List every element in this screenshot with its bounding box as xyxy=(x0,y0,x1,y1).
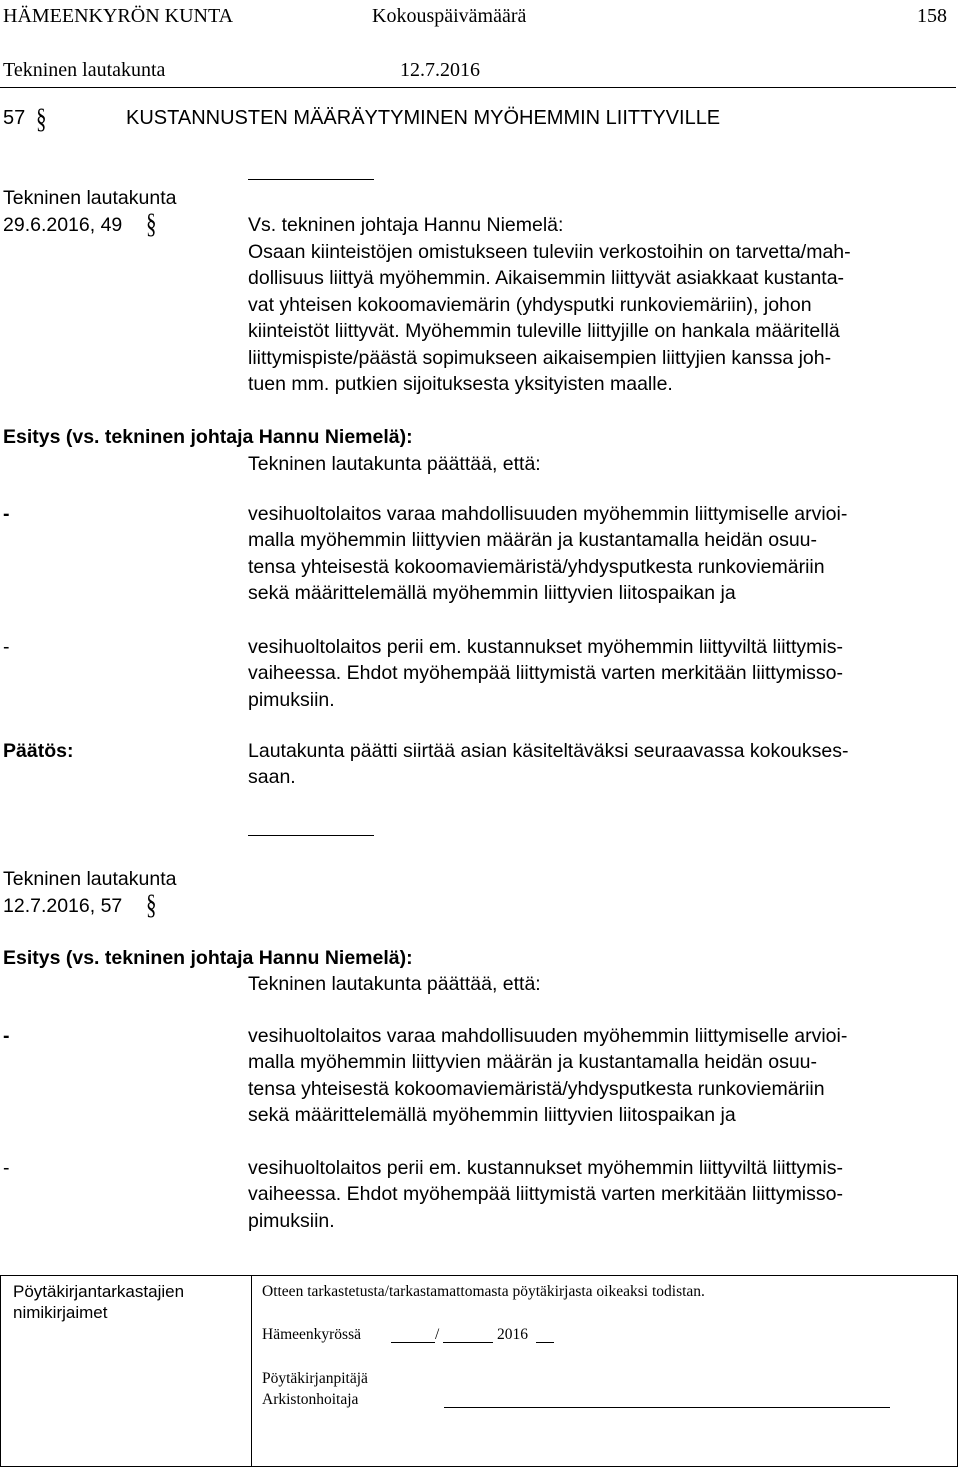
text-line: Osaan kiinteistöjen omistukseen tuleviin verkostoihin on tarvetta/mah- xyxy=(248,241,851,263)
proposal-intro: Tekninen lautakunta päättää, että: xyxy=(248,973,541,995)
text-line: malla myöhemmin liittyvien määrän ja kustantamalla heidän osuu- xyxy=(248,529,818,551)
section-sign-icon: § xyxy=(36,104,47,135)
certification-box xyxy=(0,1275,958,1467)
meeting-date-label: Kokouspäivämäärä xyxy=(372,5,527,27)
certification-text: Otteen tarkastetusta/tarkastamattomasta pöytäkirjasta oikeaksi todistan. xyxy=(262,1283,705,1300)
separator-line xyxy=(248,179,374,180)
date-slash: / xyxy=(435,1326,440,1343)
header-committee: Tekninen lautakunta xyxy=(3,59,166,81)
bullet-dash: - xyxy=(3,1157,10,1179)
year-label: 2016 xyxy=(497,1326,528,1343)
bullet-dash: - xyxy=(3,636,10,658)
text-line: liittymispiste/päästä sopimukseen aikaisempien liittyjien kanssa joh- xyxy=(248,347,832,369)
text-line: vesihuoltolaitos perii em. kustannukset myöhemmin liittyviltä liittymis- xyxy=(248,636,843,658)
text-line: Vs. tekninen johtaja Hannu Niemelä: xyxy=(248,214,564,236)
initials-label: nimikirjaimet xyxy=(13,1303,108,1322)
secretary-label: Pöytäkirjanpitäjä xyxy=(262,1370,368,1387)
separator-line xyxy=(248,835,374,836)
text-line: kiinteistöt liittyvät. Myöhemmin tuleville liittyjille on hankala määritellä xyxy=(248,320,840,342)
text-line: vat yhteisen kokoomaviemärin (yhdysputki runkoviemäriin), johon xyxy=(248,294,812,316)
year-blank xyxy=(536,1342,554,1343)
text-line: sekä määrittelemällä myöhemmin liittyvien liitospaikan ja xyxy=(248,582,736,604)
footer-divider xyxy=(251,1276,252,1466)
bullet-dash: - xyxy=(3,503,10,525)
header-date: 12.7.2016 xyxy=(400,59,480,81)
text-line: vesihuoltolaitos perii em. kustannukset myöhemmin liittyviltä liittymis- xyxy=(248,1157,843,1179)
text-line: vaiheessa. Ehdot myöhempää liittymistä varten merkitään liittymisso- xyxy=(248,1183,843,1205)
signature-line xyxy=(444,1407,890,1408)
bullet-dash: - xyxy=(3,1025,10,1047)
page-number: 158 xyxy=(917,5,947,27)
text-line: tensa yhteisestä kokoomaviemäristä/yhdysputkesta runkoviemäriin xyxy=(248,556,825,578)
archivist-label: Arkistonhoitaja xyxy=(262,1391,359,1408)
text-line: pimuksiin. xyxy=(248,689,335,711)
section-sign-icon: § xyxy=(146,890,157,921)
text-line: vesihuoltolaitos varaa mahdollisuuden myöhemmin liittymiselle arvioi- xyxy=(248,1025,848,1047)
month-blank xyxy=(443,1342,493,1343)
header-divider xyxy=(0,87,956,88)
text-line: Lautakunta päätti siirtää asian käsiteltäväksi seuraavassa kokoukses- xyxy=(248,740,849,762)
day-blank xyxy=(391,1342,435,1343)
history-reference: 29.6.2016, 49 xyxy=(3,214,123,236)
item-number: 57 xyxy=(3,107,26,129)
text-line: sekä määrittelemällä myöhemmin liittyvien liitospaikan ja xyxy=(248,1104,736,1126)
history-reference: 12.7.2016, 57 xyxy=(3,895,123,917)
text-line: tuen mm. putkien sijoituksesta yksityisten maalle. xyxy=(248,373,673,395)
text-line: dollisuus liittyä myöhemmin. Aikaisemmin liittyvät asiakkaat kustanta- xyxy=(248,267,845,289)
text-line: malla myöhemmin liittyvien määrän ja kustantamalla heidän osuu- xyxy=(248,1051,818,1073)
history-committee: Tekninen lautakunta xyxy=(3,187,177,209)
inspectors-label: Pöytäkirjantarkastajien xyxy=(13,1282,185,1301)
text-line: pimuksiin. xyxy=(248,1210,335,1232)
proposal-intro: Tekninen lautakunta päättää, että: xyxy=(248,453,541,475)
text-line: saan. xyxy=(248,766,296,788)
proposal-heading: Esitys (vs. tekninen johtaja Hannu Niemelä): xyxy=(3,426,413,448)
text-line: vesihuoltolaitos varaa mahdollisuuden myöhemmin liittymiselle arvioi- xyxy=(248,503,848,525)
text-line: vaiheessa. Ehdot myöhempää liittymistä varten merkitään liittymisso- xyxy=(248,662,843,684)
decision-label: Päätös: xyxy=(3,740,74,762)
municipality-name: HÄMEENKYRÖN KUNTA xyxy=(3,5,234,27)
item-title: KUSTANNUSTEN MÄÄRÄYTYMINEN MYÖHEMMIN LIITTYVILLE xyxy=(126,107,721,129)
history-committee: Tekninen lautakunta xyxy=(3,868,177,890)
proposal-heading: Esitys (vs. tekninen johtaja Hannu Niemelä): xyxy=(3,947,413,969)
section-sign-icon: § xyxy=(146,209,157,240)
text-line: tensa yhteisestä kokoomaviemäristä/yhdysputkesta runkoviemäriin xyxy=(248,1078,825,1100)
place-label: Hämeenkyrössä xyxy=(262,1326,361,1343)
